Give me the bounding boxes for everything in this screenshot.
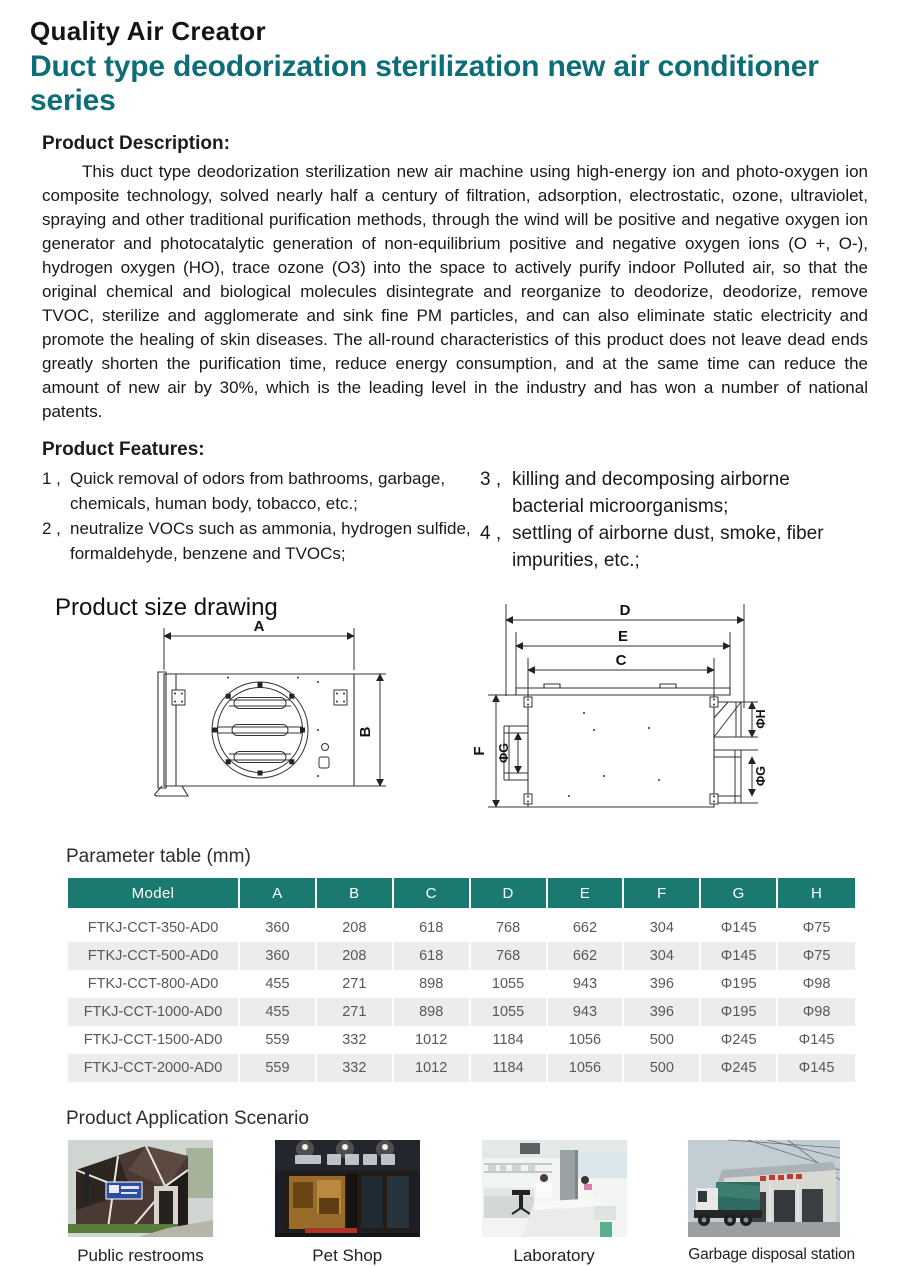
value-cell: 1184 [471, 1026, 548, 1054]
column-header-d: D [471, 878, 548, 914]
value-cell: Φ245 [701, 1026, 778, 1054]
value-cell: 943 [548, 998, 625, 1026]
scenario-caption: Public restrooms [77, 1246, 204, 1265]
table-row [68, 998, 855, 1026]
column-header-g: G [701, 878, 778, 914]
scenario-item [68, 1140, 213, 1266]
garbage-disposal-station-photo [688, 1140, 840, 1237]
value-cell: Φ245 [701, 1054, 778, 1082]
feature-text: neutralize VOCs such as ammonia, hydrogen sulfide, formaldehyde, benzene and TVOCs; [70, 519, 471, 563]
value-cell: Φ98 [802, 976, 831, 992]
feature-number: 1 , [42, 469, 61, 488]
description-body: This duct type deodorization sterilization new air machine using high-energy ion and photo-oxygen ion composite technology, solved nearly half a century of filtration, adsorption, electrostatic, ozone, ultraviolet, spraying and other traditional purification methods, through the wind will be positive and negative oxygen ion generator and photocatalytic generation of non-equilibrium positive and negative oxygen ions (O +, O-), hydrogen oxygen (HO), trace ozone (O3) into the space to actively purify indoor Polluted air, so that the original chemical and biological molecules disintegrate and reorganize to deodorize, deodorize, remove TVOC, sterilize and agglomerate and sink fine PM particles, and can also eliminate static electricity and promote the healing of skin diseases. The all-round characteristics of this product does not leave dead ends greatly shorten the purification time, reduce energy consumption, and at the same time can reduce the amount of new air by 30%, which is the leading level in the industry and has won a number of national patents. [42, 162, 868, 421]
value-cell: 559 [240, 1026, 317, 1054]
value-cell: 943 [548, 970, 625, 998]
model-cell: FTKJ-CCT-800-AD0 [68, 970, 240, 998]
table-row [68, 1054, 855, 1082]
feature-item [42, 516, 480, 566]
table-row [68, 942, 855, 970]
model-cell: FTKJ-CCT-1500-AD0 [68, 1026, 240, 1054]
description-section [0, 133, 900, 424]
model-cell: FTKJ-CCT-350-AD0 [68, 914, 240, 942]
value-cell: Φ145 [701, 914, 778, 942]
feature-number: 2 , [42, 519, 61, 538]
value-cell: 208 [317, 942, 394, 970]
value-cell: 618 [394, 914, 471, 942]
front-view-drawing [148, 620, 398, 820]
value-cell: 332 [317, 1054, 394, 1082]
value-cell: 1056 [548, 1026, 625, 1054]
value-cell: 618 [394, 942, 471, 970]
feature-item [480, 520, 870, 574]
parameter-section [0, 846, 900, 1082]
column-header-h: H [778, 878, 855, 914]
feature-text: killing and decomposing airborne bacterial microorganisms; [512, 469, 790, 517]
side-panel-rivets [568, 712, 660, 797]
value-cell: 332 [317, 1026, 394, 1054]
value-cell: 500 [624, 1026, 701, 1054]
value-cell: 898 [394, 970, 471, 998]
size-drawings [148, 598, 900, 820]
value-cell: Φ195 [701, 998, 778, 1026]
value-cell: 662 [548, 914, 625, 942]
value-cell: 1012 [394, 1054, 471, 1082]
table-row [68, 970, 855, 998]
value-cell: Φ145 [701, 942, 778, 970]
dim-label-g-right: ΦG [754, 766, 768, 786]
scenario-row [68, 1140, 855, 1266]
feature-text: settling of airborne dust, smoke, fiber impurities, etc.; [512, 523, 824, 571]
value-cell: 898 [394, 998, 471, 1026]
value-cell: Φ75 [802, 948, 831, 964]
value-cell: 1056 [548, 1054, 625, 1082]
model-cell: FTKJ-CCT-1000-AD0 [68, 998, 240, 1026]
scenario-caption: Pet Shop [312, 1246, 383, 1265]
features-column-left [42, 466, 480, 574]
side-corner-bolts [524, 697, 718, 804]
parameter-table-heading: Parameter table (mm) [66, 846, 251, 867]
side-right-top-port [714, 702, 758, 737]
dim-label-b: B [357, 726, 374, 738]
features-heading: Product Features: [42, 439, 205, 460]
dim-label-h: ΦH [754, 709, 768, 729]
value-cell: 768 [471, 942, 548, 970]
value-cell: 1055 [471, 998, 548, 1026]
dim-label-f: F [471, 746, 488, 756]
value-cell: 1012 [394, 1026, 471, 1054]
scenario-item [482, 1140, 627, 1266]
value-cell: 396 [624, 998, 701, 1026]
model-cell: FTKJ-CCT-2000-AD0 [68, 1054, 240, 1082]
scenario-caption: Laboratory [513, 1246, 595, 1265]
value-cell: 208 [317, 914, 394, 942]
front-ring-clamps [213, 683, 306, 776]
value-cell: 455 [240, 970, 317, 998]
column-header-a: A [240, 878, 317, 914]
scenarios-section [0, 1108, 900, 1266]
feature-number: 3 , [480, 469, 502, 490]
feature-item [480, 466, 870, 520]
brand-title: Quality Air Creator [30, 16, 266, 46]
dim-label-a: A [253, 618, 265, 635]
value-cell: 455 [240, 998, 317, 1026]
value-cell: Φ98 [802, 1004, 831, 1020]
value-cell: Φ145 [798, 1060, 835, 1076]
description-heading: Product Description: [42, 133, 230, 154]
table-header-row [68, 878, 855, 914]
value-cell: Φ145 [798, 1032, 835, 1048]
feature-number: 4 , [480, 523, 502, 544]
value-cell: 271 [317, 970, 394, 998]
value-cell: Φ195 [701, 970, 778, 998]
column-header-model: Model [68, 878, 240, 914]
value-cell: 360 [240, 942, 317, 970]
features-columns [42, 466, 870, 574]
value-cell: 500 [624, 1054, 701, 1082]
value-cell: 271 [317, 998, 394, 1026]
size-drawing-heading: Product size drawing [55, 594, 278, 621]
column-header-f: F [624, 878, 701, 914]
scenario-item [688, 1140, 855, 1266]
scenario-item [275, 1140, 420, 1266]
parameter-table [68, 878, 855, 1082]
laboratory-photo [482, 1140, 627, 1237]
value-cell: 396 [624, 970, 701, 998]
dim-label-e: E [617, 628, 629, 645]
pet-shop-photo [275, 1140, 420, 1237]
features-section [0, 439, 900, 574]
value-cell: 768 [471, 914, 548, 942]
dim-label-d: D [619, 602, 631, 619]
value-cell: 304 [624, 942, 701, 970]
table-row [68, 1026, 855, 1054]
scenario-caption: Garbage disposal station [688, 1246, 855, 1263]
model-cell: FTKJ-CCT-500-AD0 [68, 942, 240, 970]
feature-text: Quick removal of odors from bathrooms, garbage, chemicals, human body, tobacco, etc.; [70, 469, 446, 513]
column-header-e: E [548, 878, 625, 914]
page [0, 16, 900, 1265]
feature-item [42, 466, 480, 516]
dim-label-g-left: ΦG [497, 743, 511, 763]
side-housing-outline [516, 684, 730, 807]
side-view-drawing [444, 598, 794, 820]
table-row [68, 914, 855, 942]
side-right-bottom-port [714, 750, 758, 803]
value-cell: 304 [624, 914, 701, 942]
value-cell: 360 [240, 914, 317, 942]
column-header-c: C [394, 878, 471, 914]
size-drawing-section [0, 594, 900, 820]
value-cell: 1184 [471, 1054, 548, 1082]
value-cell: 662 [548, 942, 625, 970]
features-column-right [480, 466, 870, 574]
column-header-b: B [317, 878, 394, 914]
public-restrooms-photo [68, 1140, 213, 1237]
dim-label-c: C [615, 652, 627, 669]
value-cell: 1055 [471, 970, 548, 998]
scenarios-heading: Product Application Scenario [66, 1108, 309, 1129]
value-cell: Φ75 [802, 920, 831, 936]
value-cell: 559 [240, 1054, 317, 1082]
page-title: Duct type deodorization sterilization new air conditioner series [30, 50, 819, 117]
